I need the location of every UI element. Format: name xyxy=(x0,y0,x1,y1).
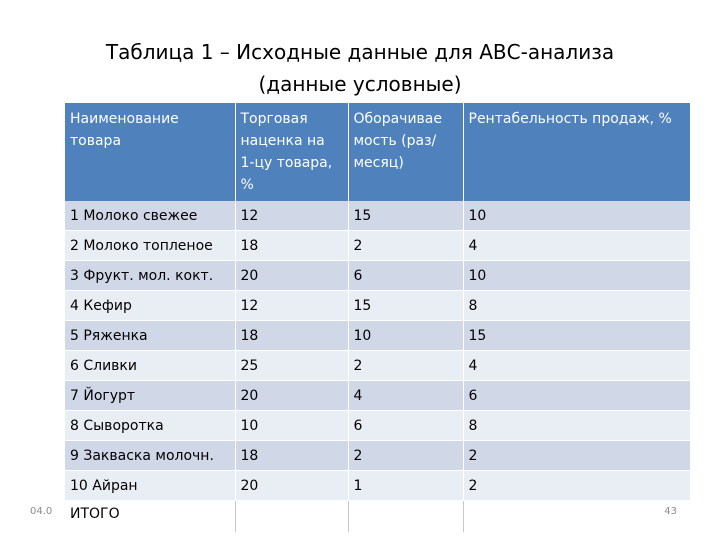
cell-markup: 20 xyxy=(235,471,348,501)
title-line-1: Таблица 1 – Исходные данные для АВС-анализа xyxy=(105,40,615,64)
cell-product: 7 Йогурт xyxy=(65,381,235,411)
table-row xyxy=(65,201,690,231)
table-row xyxy=(65,261,690,291)
cell-product: 4 Кефир xyxy=(65,291,235,321)
cell-turnover: 15 xyxy=(348,201,463,231)
header-markup: Торговая наценка на 1-цу товара, % xyxy=(235,103,348,201)
table-row xyxy=(65,321,690,351)
cell-profitability: 15 xyxy=(463,321,690,351)
abc-analysis-table xyxy=(65,103,691,532)
page-number: 43 xyxy=(664,506,677,517)
cell-product: 5 Ряженка xyxy=(65,321,235,351)
cell-turnover: 2 xyxy=(348,441,463,471)
cell-profitability: 4 xyxy=(463,351,690,381)
cell-markup: 18 xyxy=(235,231,348,261)
cell-profitability: 8 xyxy=(463,291,690,321)
cell-turnover: 1 xyxy=(348,471,463,501)
cell-profitability: 10 xyxy=(463,201,690,231)
cell-profitability: 2 xyxy=(463,441,690,471)
cell-profitability: 8 xyxy=(463,411,690,441)
cell-turnover: 15 xyxy=(348,291,463,321)
table-row xyxy=(65,411,690,441)
cell-markup: 18 xyxy=(235,441,348,471)
table-row xyxy=(65,471,690,501)
cell-product: 10 Айран xyxy=(65,471,235,501)
cell-product: 6 Сливки xyxy=(65,351,235,381)
table-header-row xyxy=(65,103,690,201)
total-label: ИТОГО xyxy=(65,501,235,533)
cell-markup: 10 xyxy=(235,411,348,441)
cell-product: 1 Молоко свежее xyxy=(65,201,235,231)
cell-markup: 12 xyxy=(235,291,348,321)
table-row xyxy=(65,231,690,261)
cell-product: 2 Молоко топленое xyxy=(65,231,235,261)
cell-markup: 25 xyxy=(235,351,348,381)
header-profitability: Рентабельность продаж, % xyxy=(463,103,690,201)
total-turnover-cell xyxy=(348,501,463,533)
cell-markup: 12 xyxy=(235,201,348,231)
header-product-name: Наименование товара xyxy=(65,103,235,201)
footer-date: 04.0 xyxy=(30,506,53,517)
cell-markup: 20 xyxy=(235,381,348,411)
total-row xyxy=(65,501,690,533)
cell-turnover: 6 xyxy=(348,261,463,291)
cell-turnover: 2 xyxy=(348,231,463,261)
cell-product: 8 Сыворотка xyxy=(65,411,235,441)
cell-profitability: 6 xyxy=(463,381,690,411)
cell-turnover: 4 xyxy=(348,381,463,411)
title-line-2: (данные условные) xyxy=(258,72,462,96)
cell-turnover: 6 xyxy=(348,411,463,441)
cell-product: 3 Фрукт. мол. кокт. xyxy=(65,261,235,291)
cell-product: 9 Закваска молочн. xyxy=(65,441,235,471)
header-turnover: Оборачивае мость (раз/месяц) xyxy=(348,103,463,201)
cell-markup: 20 xyxy=(235,261,348,291)
total-profitability-cell xyxy=(463,501,690,533)
cell-profitability: 4 xyxy=(463,231,690,261)
table-row xyxy=(65,351,690,381)
table-row xyxy=(65,291,690,321)
cell-profitability: 10 xyxy=(463,261,690,291)
cell-turnover: 2 xyxy=(348,351,463,381)
cell-turnover: 10 xyxy=(348,321,463,351)
cell-profitability: 2 xyxy=(463,471,690,501)
table-row xyxy=(65,381,690,411)
cell-markup: 18 xyxy=(235,321,348,351)
slide-title xyxy=(60,36,660,100)
total-markup-cell xyxy=(235,501,348,533)
table-row xyxy=(65,441,690,471)
